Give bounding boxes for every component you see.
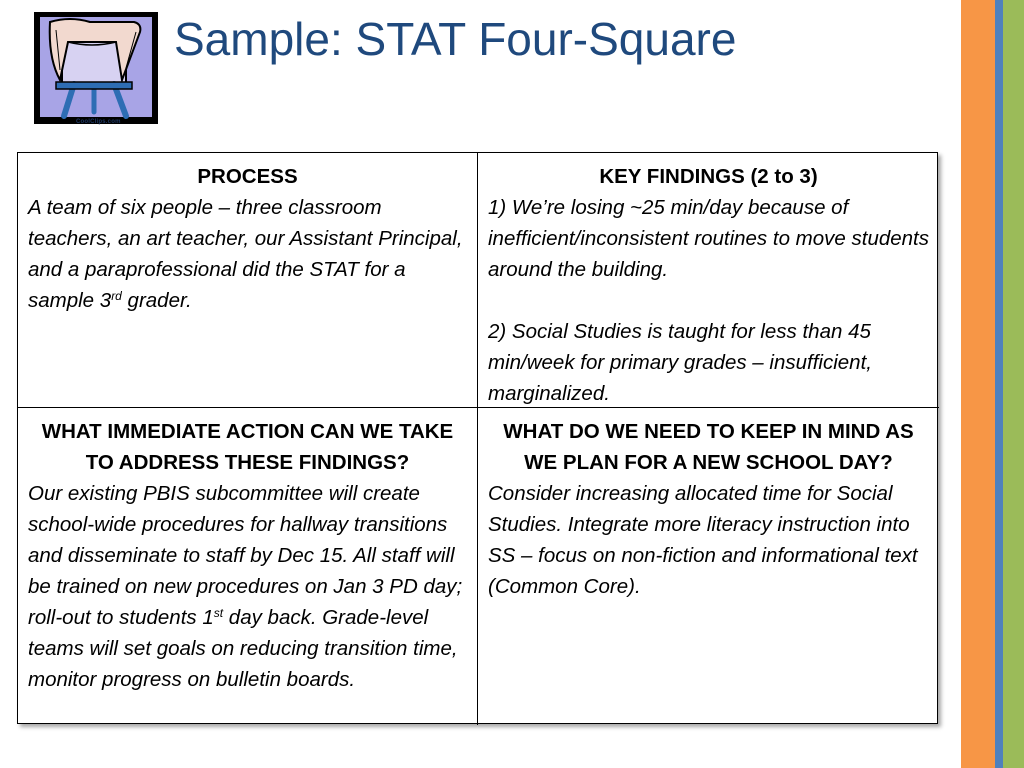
- process-heading: PROCESS: [197, 165, 298, 188]
- immediate-action-text-main: Our existing PBIS subcommittee will create school-wide procedures for hallway transitions and disseminate to staff by Dec 15. All staff will be trained on new procedures on Jan 3 PD day; roll-out to students 1: [28, 482, 463, 629]
- easel-chalkboard-icon: [30, 8, 162, 130]
- four-square-table: [17, 152, 938, 724]
- finding-spacer: [488, 285, 929, 316]
- clipart-caption: CoolClips.com: [76, 119, 121, 125]
- slide-title: Sample: STAT Four-Square: [174, 13, 737, 65]
- key-findings-quadrant: [478, 153, 939, 408]
- process-text-main: A team of six people – three classroom teachers, an art teacher, our Assistant Principal, and a paraprofessional did the STAT for a sample 3: [28, 196, 463, 312]
- green-accent-stripe: [1003, 0, 1024, 768]
- key-finding-1: 1) We’re losing ~25 min/day because of inefficient/inconsistent routines to move students around the building.: [488, 196, 929, 281]
- key-finding-2: 2) Social Studies is taught for less than 45 min/week for primary grades – insufficient, marginalized.: [488, 320, 872, 405]
- process-text-end: grader.: [121, 289, 192, 312]
- immediate-action-quadrant: [18, 408, 478, 725]
- blue-accent-stripe: [995, 0, 1003, 768]
- immediate-action-text: [28, 478, 467, 695]
- immediate-action-text-superscript: st: [213, 606, 224, 620]
- keep-in-mind-text: Consider increasing allocated time for Social Studies. Integrate more literacy instruction into SS – focus on non-fiction and informational text (Common Core).: [488, 482, 918, 598]
- process-quadrant: [18, 153, 478, 408]
- keep-in-mind-heading: WHAT DO WE NEED TO KEEP IN MIND AS WE PLAN FOR A NEW SCHOOL DAY?: [503, 420, 914, 474]
- immediate-action-heading: WHAT IMMEDIATE ACTION CAN WE TAKE TO ADDRESS THESE FINDINGS?: [41, 420, 454, 474]
- immediate-action-text-end: day back. Grade-level teams will set goals on reducing transition time, monitor progress on bulletin boards.: [28, 606, 458, 691]
- key-findings-heading: KEY FINDINGS (2 to 3): [599, 165, 818, 188]
- process-text: [28, 192, 467, 316]
- keep-in-mind-quadrant: [478, 408, 939, 725]
- orange-accent-stripe: [961, 0, 995, 768]
- process-text-superscript: rd: [111, 289, 122, 303]
